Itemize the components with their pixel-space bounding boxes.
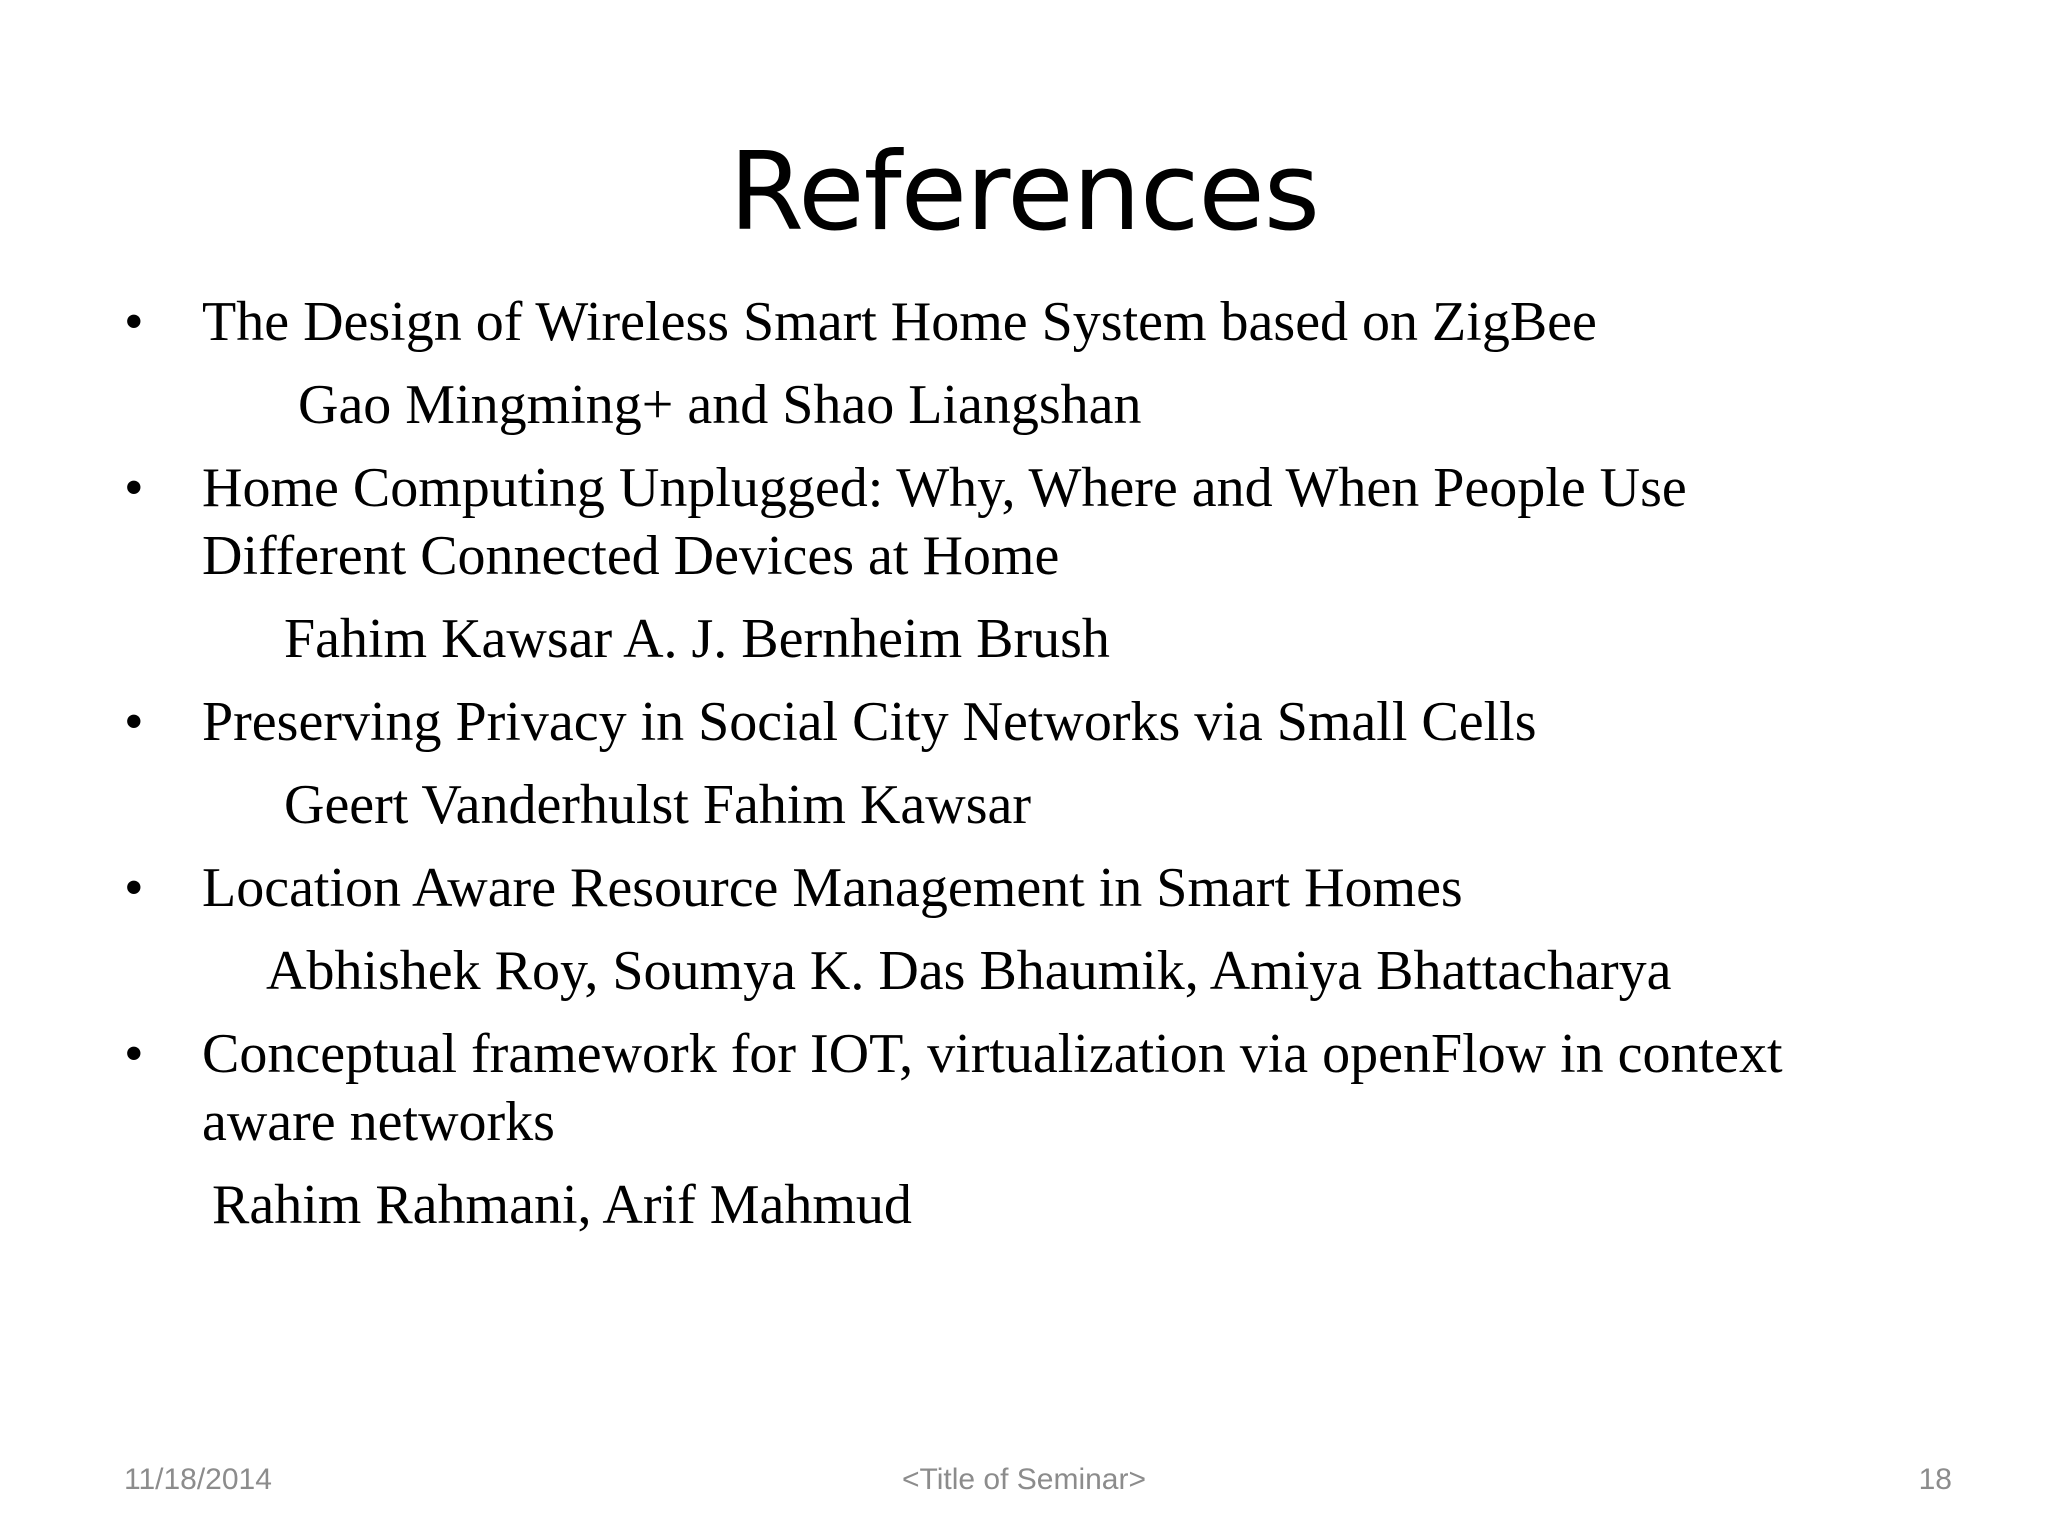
footer-title: <Title of Seminar> [902,1463,1146,1496]
bullet-5: • [124,1023,144,1085]
bullet-2: • [124,457,144,519]
bullet-1: • [124,291,144,353]
reference-title-1-line-1: The Design of Wireless Smart Home System based on ZigBee [202,291,1597,353]
footer-date: 11/18/2014 [124,1463,272,1496]
reference-title-2-line-2: Different Connected Devices at Home [202,525,1060,587]
reference-authors-1: Gao Mingming+ and Shao Liangshan [298,374,1142,436]
reference-authors-2: Fahim Kawsar A. J. Bernheim Brush [284,608,1110,670]
reference-title-2-line-1: Home Computing Unplugged: Why, Where and When People Use [202,457,1687,519]
reference-title-5-line-2: aware networks [202,1091,555,1153]
reference-title-3-line-1: Preserving Privacy in Social City Networks via Small Cells [202,691,1537,753]
reference-authors-3: Geert Vanderhulst Fahim Kawsar [284,774,1032,836]
footer-page-number: 18 [1918,1463,1952,1496]
bullet-3: • [124,691,144,753]
reference-authors-5: Rahim Rahmani, Arif Mahmud [212,1174,912,1236]
bullet-4: • [124,857,144,919]
slide-title: References [728,130,1320,255]
reference-title-5-line-1: Conceptual framework for IOT, virtualization via openFlow in context [202,1023,1783,1085]
reference-title-4-line-1: Location Aware Resource Management in Smart Homes [202,857,1463,919]
reference-authors-4: Abhishek Roy, Soumya K. Das Bhaumik, Amiya Bhattacharya [266,940,1672,1002]
